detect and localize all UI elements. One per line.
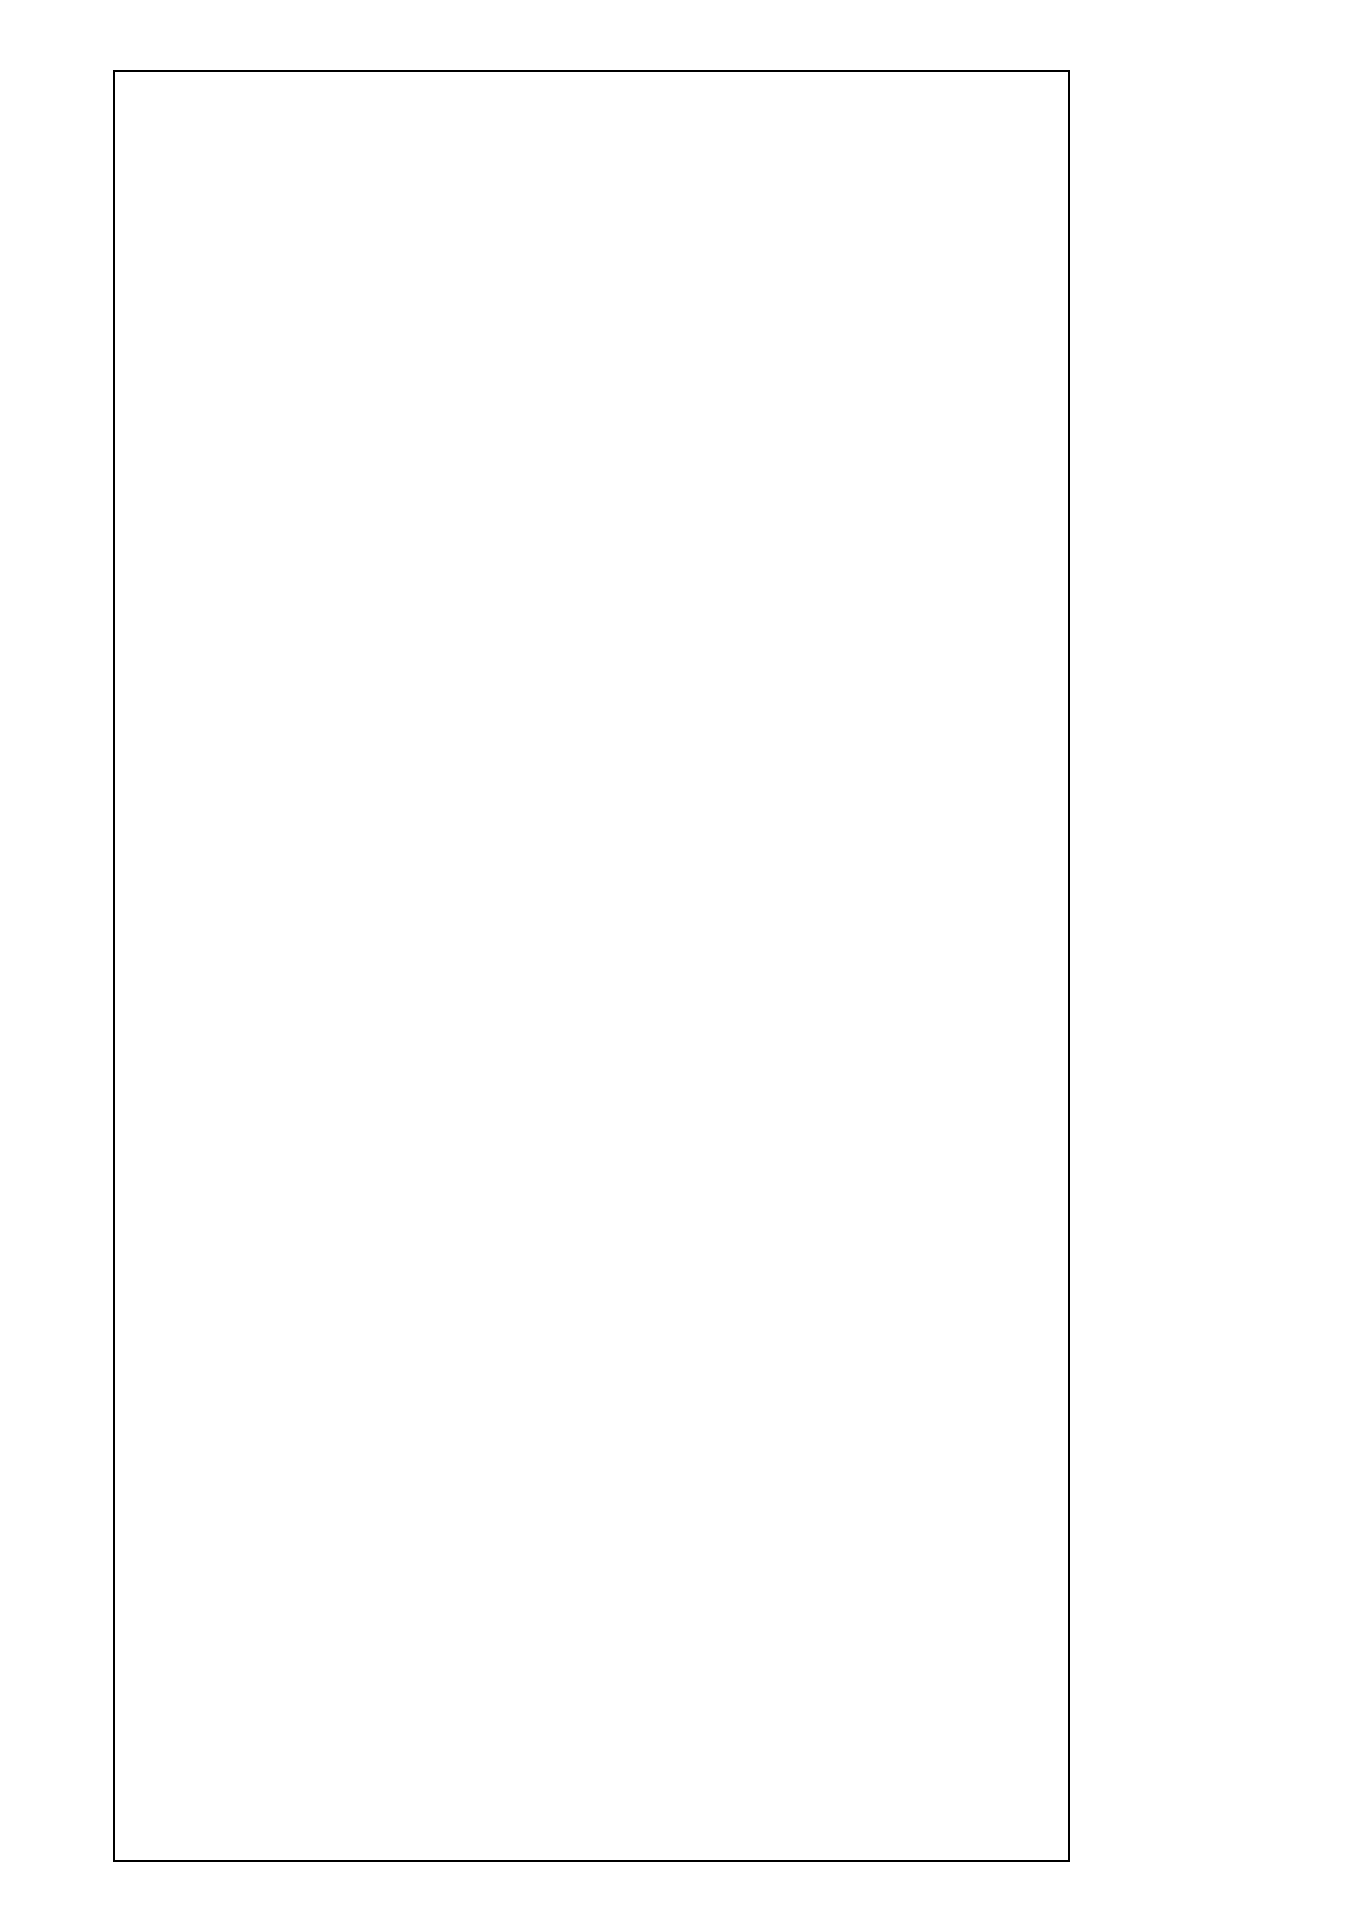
form-sheet — [113, 70, 1070, 1862]
page-title — [115, 72, 1068, 116]
